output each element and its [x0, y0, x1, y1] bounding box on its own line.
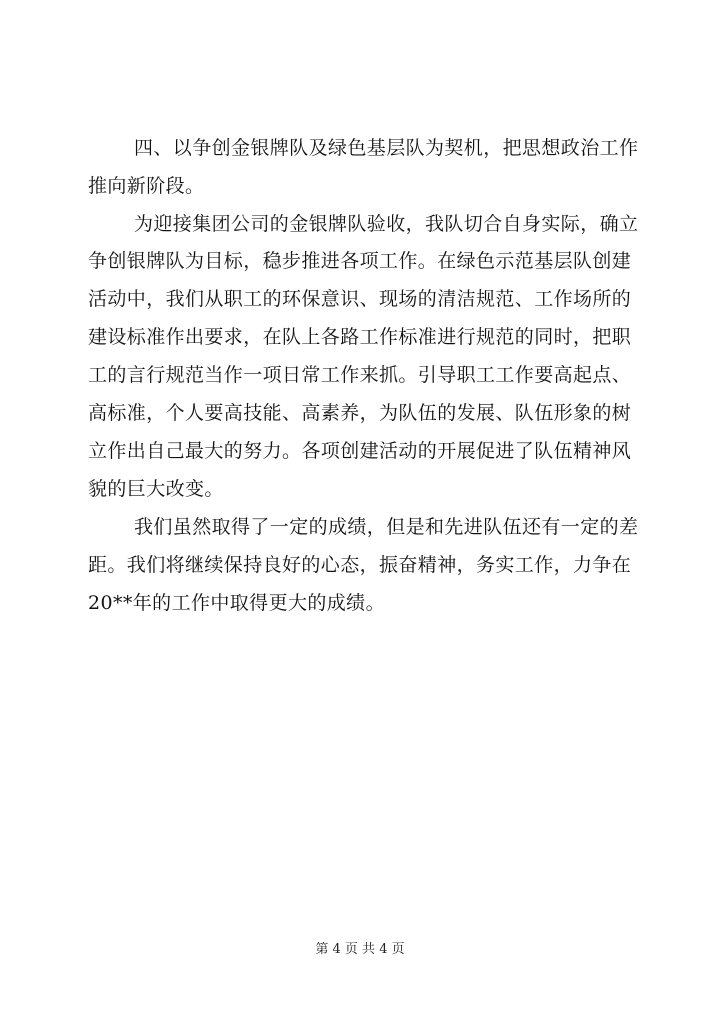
paragraph-line: 工的言行规范当作一项日常工作来抓。引导职工工作要高起点、 — [88, 364, 632, 386]
paragraph-line: 活动中，我们从职工的环保意识、现场的清洁规范、工作场所的 — [88, 288, 632, 310]
paragraph-line: 距。我们将继续保持良好的心态，振奋精神，务实工作，力争在 — [88, 554, 632, 576]
paragraph-line: 推向新阶段。 — [88, 175, 205, 197]
paragraph-line: 高标准，个人要高技能、高素养，为队伍的发展、队伍形象的树 — [88, 402, 632, 424]
paragraph-line: 建设标准作出要求，在队上各路工作标准进行规范的同时，把职 — [88, 326, 632, 348]
paragraph-line: 貌的巨大改变。 — [88, 478, 224, 500]
paragraph-line: 为迎接集团公司的金银牌队验收，我队切合自身实际，确立 — [134, 213, 639, 235]
paragraph-line: 我们虽然取得了一定的成绩，但是和先进队伍还有一定的差 — [134, 516, 639, 538]
paragraph-line: 争创银牌队为目标，稳步推进各项工作。在绿色示范基层队创建 — [88, 250, 632, 272]
paragraph-line: 四、以争创金银牌队及绿色基层队为契机，把思想政治工作 — [134, 137, 639, 159]
paragraph-line: 20**年的工作中取得更大的成绩。 — [88, 592, 385, 614]
page-footer: 第 4 页 共 4 页 — [315, 942, 405, 957]
paragraph-line: 立作出自己最大的努力。各项创建活动的开展促进了队伍精神风 — [88, 440, 632, 462]
